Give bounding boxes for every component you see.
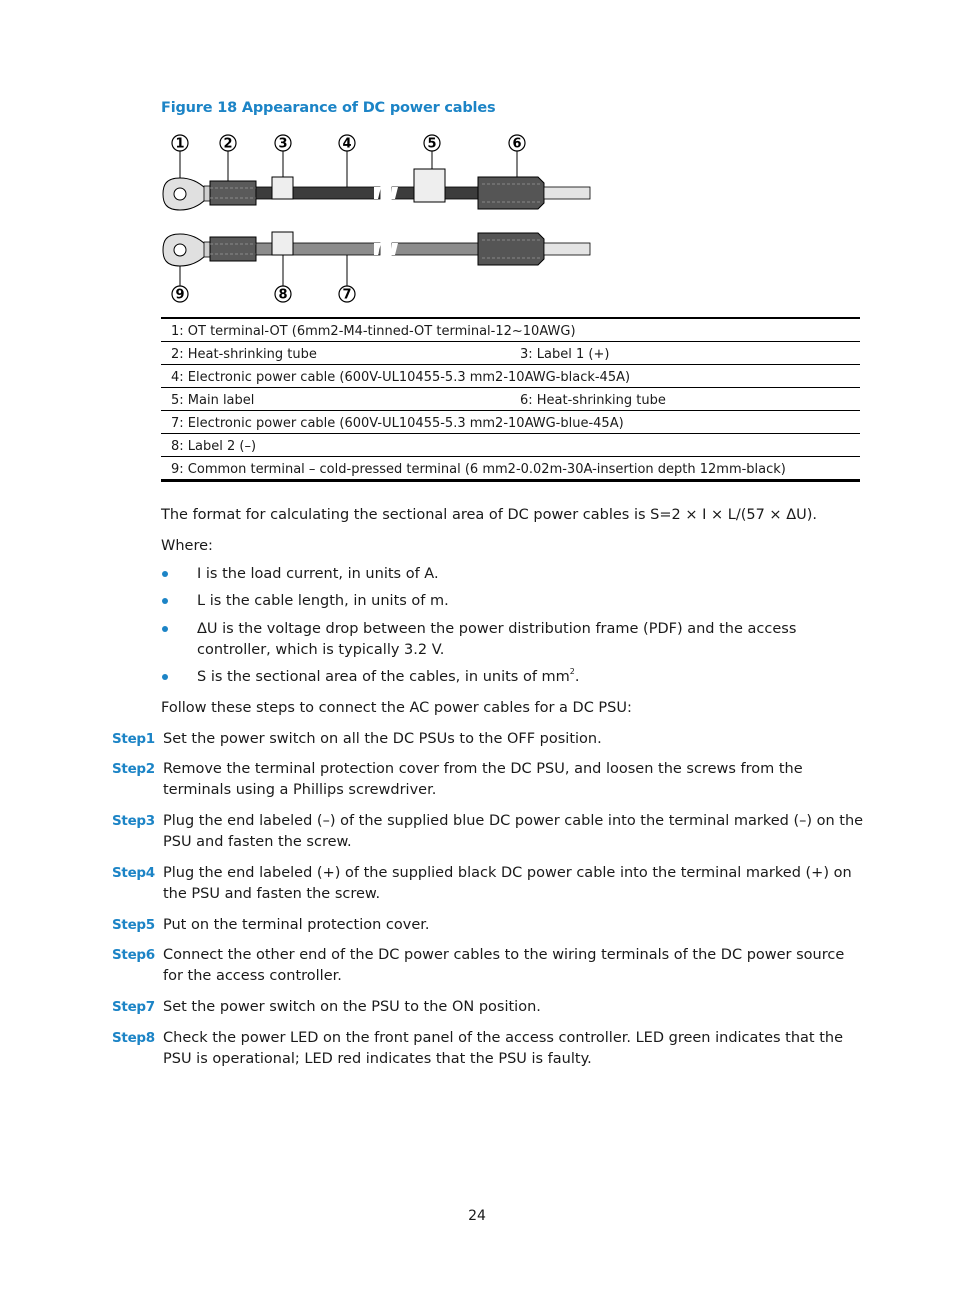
step-text: Remove the terminal protection cover from the DC PSU, and loosen the screws from the terminals using a Phillips screwdriver. xyxy=(163,761,803,798)
step-text: Check the power LED on the front panel of the access controller. LED green indicates that the PSU is operational; LED red indicates that the PSU is faulty. xyxy=(163,1030,844,1067)
svg-text:7: 7 xyxy=(342,287,352,303)
figure-legend-table xyxy=(161,317,860,482)
figure-caption: Figure 18 Appearance of DC power cables xyxy=(161,100,496,116)
callout-1 xyxy=(172,135,188,181)
bullet-dot-icon xyxy=(162,598,168,604)
step-label: Step5 xyxy=(112,917,155,933)
blue-power-cable xyxy=(163,232,590,266)
bullet-dot-icon xyxy=(162,674,168,680)
legend-cell: 4: Electronic power cable (600V-UL10455-5.3 mm2-10AWG-black-45A) xyxy=(171,370,631,385)
legend-cell: 5: Main label xyxy=(171,393,255,408)
legend-row xyxy=(161,457,860,479)
callout-5 xyxy=(424,135,440,169)
step-text: Plug the end labeled (–) of the supplied blue DC power cable into the terminal marked (–) on the PSU and fasten the screw. xyxy=(163,813,864,850)
callout-3 xyxy=(275,135,291,177)
svg-text:5: 5 xyxy=(427,136,437,152)
svg-text:3: 3 xyxy=(278,136,288,152)
callout-7 xyxy=(339,255,355,303)
bullet-dot-icon xyxy=(162,571,168,577)
legend-row xyxy=(161,342,860,365)
document-page: Figure 18 Appearance of DC power cables 1 2 3 4 5 6 9 8 7 1: OT terminal-OT (6mm2-M4-tinned-OT terminal-12~10AWG) 2: Heat-shrinking tube 3: Label 1 (+) 4: Electronic power cable (600V-UL10455-5.3 mm2-10AWG-black-45A) 5: Main label 6: Heat-shrinking tube 7: Electronic power cable (600V-UL10455-5.3 mm2-10AWG-blue-45A) 8: Label 2 (–) 9: Common terminal – cold-pressed terminal (6 mm2-0.02m-30A-insertion depth 12mm-black) The format for calculating the sectional area of DC power cables is S=2 × I × L/(57 × ΔU). Where: I is the load current, in units of A. L is the cable length, in units of m. ΔU is the voltage drop between the power distribution frame (PDF) and the access controller, which is typically 3.2 V. S is the sectional area of the cables, in units of $mm^2$. Follow these steps to connect the AC power cables for a DC PSU: Step1 Set the power switch on all the DC PSUs to the OFF position. Step2 Remove the terminal protection cover from the DC PSU, and loosen the screws from the terminals using a Phillips screwdriver. Step3 Plug the end labeled (–) of the supplied blue DC power cable into the terminal marked (–) on the PSU and fasten the screw. Step4 Plug the end labeled (+) of the supplied black DC power cable into the terminal marked (+) on the PSU and fasten the screw. Step5 Put on the terminal protection cover. Step6 Connect the other end of the DC power cables to the wiring terminals of the DC power source for the access controller. Step7 Set the power switch on the PSU to the ON position. Step8 Check the power LED on the front panel of the access controller. LED green indicates that the PSU is operational; LED red indicates that the PSU is faulty. 24 xyxy=(0,0,954,1296)
callout-9 xyxy=(172,266,188,303)
step-text: Connect the other end of the DC power cables to the wiring terminals of the DC power source for the access controller. xyxy=(163,947,845,984)
legend-cell: 7: Electronic power cable (600V-UL10455-5.3 mm2-10AWG-blue-45A) xyxy=(171,416,624,431)
black-power-cable xyxy=(163,169,590,210)
step-label: Step6 xyxy=(112,947,155,963)
legend-cell: 9: Common terminal – cold-pressed terminal (6 mm2-0.02m-30A-insertion depth 12mm-black) xyxy=(171,462,786,477)
legend-row xyxy=(161,411,860,434)
legend-row xyxy=(161,388,860,411)
callout-6 xyxy=(509,135,525,177)
svg-text:6: 6 xyxy=(512,136,522,152)
svg-text:4: 4 xyxy=(342,136,352,152)
svg-text:9: 9 xyxy=(175,287,185,303)
legend-cell: 2: Heat-shrinking tube xyxy=(171,347,317,362)
formula-paragraph: The format for calculating the sectional area of DC power cables is S=2 × I × L/(57 × ΔU). xyxy=(161,507,817,523)
bullet-dot-icon xyxy=(162,626,168,632)
legend-cell: 8: Label 2 (–) xyxy=(171,439,257,454)
step-label: Step2 xyxy=(112,761,155,777)
dc-power-cable-figure xyxy=(160,128,600,308)
page-number: 24 xyxy=(468,1208,486,1224)
svg-text:2: 2 xyxy=(223,136,233,152)
step-label: Step3 xyxy=(112,813,155,829)
follow-paragraph: Follow these steps to connect the AC power cables for a DC PSU: xyxy=(161,700,632,716)
svg-text:1: 1 xyxy=(175,136,185,152)
step-text: Set the power switch on all the DC PSUs to the OFF position. xyxy=(163,731,602,747)
step-label: Step4 xyxy=(112,865,155,881)
svg-text:8: 8 xyxy=(278,287,288,303)
callout-2 xyxy=(220,135,236,181)
callout-8 xyxy=(275,255,291,303)
legend-cell: 6: Heat-shrinking tube xyxy=(520,393,666,408)
where-paragraph: Where: xyxy=(161,538,213,554)
legend-cell: 3: Label 1 (+) xyxy=(520,347,610,362)
step-text: Put on the terminal protection cover. xyxy=(163,917,430,933)
step-label: Step8 xyxy=(112,1030,155,1046)
step-text: Set the power switch on the PSU to the ON position. xyxy=(163,999,541,1015)
step-text: Plug the end labeled (+) of the supplied black DC power cable into the terminal marked (+) on the PSU and fasten the screw. xyxy=(163,865,852,902)
legend-row xyxy=(161,319,860,342)
legend-cell: 1: OT terminal-OT (6mm2-M4-tinned-OT terminal-12~10AWG) xyxy=(171,324,576,339)
callout-4 xyxy=(339,135,355,187)
legend-row xyxy=(161,434,860,457)
step-label: Step1 xyxy=(112,731,155,747)
legend-row xyxy=(161,365,860,388)
step-label: Step7 xyxy=(112,999,155,1015)
